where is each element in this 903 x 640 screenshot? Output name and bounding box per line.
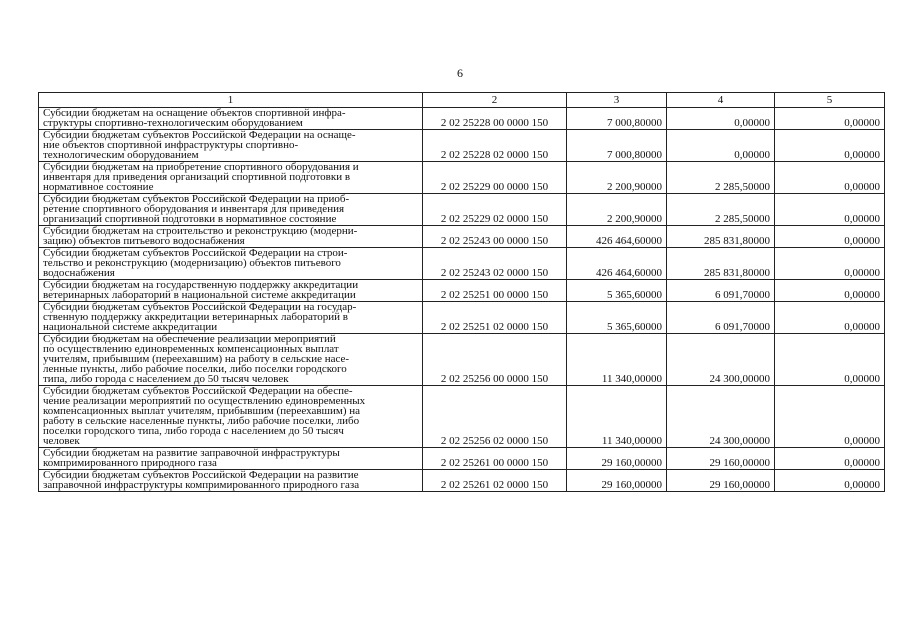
budget-table <box>38 92 885 492</box>
amount-col-5: 0,00000 <box>775 162 885 194</box>
budget-code: 2 02 25256 00 0000 150 <box>423 334 567 386</box>
amount-col-4: 29 160,00000 <box>667 448 775 470</box>
amount-col-4: 0,00000 <box>667 130 775 162</box>
amount-col-5: 0,00000 <box>775 130 885 162</box>
amount-col-3: 426 464,60000 <box>567 226 667 248</box>
amount-col-5: 0,00000 <box>775 470 885 492</box>
amount-col-5: 0,00000 <box>775 302 885 334</box>
row-description: Субсидии бюджетам субъектов Российской Федерации на строи- тельство и реконструкцию (модернизацию) объектов питьевого водоснабжения <box>39 248 423 280</box>
row-description: Субсидии бюджетам на обеспечение реализации мероприятий по осуществлению единовременных компенсационных выплат учителям, прибывшим (переехавшим) на работу в сельские насе- ленные пункты, либо рабочие поселки, либо поселки городского типа, либо города с населением до 50 тысяч человек <box>39 334 423 386</box>
amount-col-4: 6 091,70000 <box>667 280 775 302</box>
table-row <box>39 334 885 386</box>
column-header-3: 3 <box>567 93 667 108</box>
budget-code: 2 02 25251 00 0000 150 <box>423 280 567 302</box>
table-row <box>39 162 885 194</box>
table-row <box>39 248 885 280</box>
amount-col-3: 7 000,80000 <box>567 108 667 130</box>
amount-col-3: 5 365,60000 <box>567 280 667 302</box>
table-row <box>39 302 885 334</box>
amount-col-5: 0,00000 <box>775 334 885 386</box>
budget-code: 2 02 25256 02 0000 150 <box>423 386 567 448</box>
budget-code: 2 02 25229 00 0000 150 <box>423 162 567 194</box>
table-row <box>39 470 885 492</box>
amount-col-4: 0,00000 <box>667 108 775 130</box>
row-description: Субсидии бюджетам субъектов Российской Федерации на развитие заправочной инфраструктуры компримированного природного газа <box>39 470 423 492</box>
row-description: Субсидии бюджетам субъектов Российской Федерации на оснаще- ние объектов спортивной инфраструктуры спортивно- технологическим оборудованием <box>39 130 423 162</box>
amount-col-5: 0,00000 <box>775 226 885 248</box>
row-description: Субсидии бюджетам на развитие заправочной инфраструктуры компримированного природного газа <box>39 448 423 470</box>
budget-code: 2 02 25228 00 0000 150 <box>423 108 567 130</box>
budget-code: 2 02 25243 00 0000 150 <box>423 226 567 248</box>
table-body <box>39 108 885 492</box>
table-row <box>39 130 885 162</box>
column-header-1: 1 <box>39 93 423 108</box>
budget-code: 2 02 25261 00 0000 150 <box>423 448 567 470</box>
column-header-4: 4 <box>667 93 775 108</box>
row-description: Субсидии бюджетам на приобретение спортивного оборудования и инвентаря для приведения организаций спортивной подготовки в нормативное состояние <box>39 162 423 194</box>
amount-col-5: 0,00000 <box>775 386 885 448</box>
amount-col-4: 6 091,70000 <box>667 302 775 334</box>
table-row <box>39 226 885 248</box>
amount-col-4: 2 285,50000 <box>667 162 775 194</box>
row-description: Субсидии бюджетам субъектов Российской Федерации на приоб- ретение спортивного оборудования и инвентаря для приведения организаций спортивной подготовки в нормативное состояние <box>39 194 423 226</box>
amount-col-3: 29 160,00000 <box>567 448 667 470</box>
header-row <box>39 93 885 108</box>
amount-col-3: 426 464,60000 <box>567 248 667 280</box>
amount-col-3: 5 365,60000 <box>567 302 667 334</box>
table-row <box>39 108 885 130</box>
amount-col-3: 7 000,80000 <box>567 130 667 162</box>
budget-code: 2 02 25229 02 0000 150 <box>423 194 567 226</box>
amount-col-3: 29 160,00000 <box>567 470 667 492</box>
table-row <box>39 280 885 302</box>
amount-col-5: 0,00000 <box>775 280 885 302</box>
budget-code: 2 02 25243 02 0000 150 <box>423 248 567 280</box>
table-row <box>39 386 885 448</box>
row-description: Субсидии бюджетам субъектов Российской Федерации на обеспе- чение реализации мероприятий по осуществлению единовременных компенсационных выплат учителям, прибывшим (переехавшим) на работу в сельские населенные пункты, либо рабочие поселки, либо поселки городского типа, либо города с населением до 50 тысяч человек <box>39 386 423 448</box>
budget-code: 2 02 25261 02 0000 150 <box>423 470 567 492</box>
column-header-2: 2 <box>423 93 567 108</box>
amount-col-5: 0,00000 <box>775 448 885 470</box>
amount-col-3: 11 340,00000 <box>567 386 667 448</box>
row-description: Субсидии бюджетам на государственную поддержку аккредитации ветеринарных лабораторий в национальной системе аккредитации <box>39 280 423 302</box>
row-description: Субсидии бюджетам на строительство и реконструкцию (модерни- зацию) объектов питьевого водоснабжения <box>39 226 423 248</box>
column-header-5: 5 <box>775 93 885 108</box>
amount-col-4: 29 160,00000 <box>667 470 775 492</box>
amount-col-4: 2 285,50000 <box>667 194 775 226</box>
page-number: 6 <box>457 66 463 80</box>
row-description: Субсидии бюджетам субъектов Российской Федерации на государ- ственную поддержку аккредитации ветеринарных лабораторий в национальной системе аккредитации <box>39 302 423 334</box>
amount-col-3: 2 200,90000 <box>567 162 667 194</box>
table-row <box>39 448 885 470</box>
amount-col-5: 0,00000 <box>775 248 885 280</box>
amount-col-4: 285 831,80000 <box>667 248 775 280</box>
amount-col-5: 0,00000 <box>775 194 885 226</box>
amount-col-3: 2 200,90000 <box>567 194 667 226</box>
budget-code: 2 02 25228 02 0000 150 <box>423 130 567 162</box>
amount-col-4: 24 300,00000 <box>667 386 775 448</box>
budget-code: 2 02 25251 02 0000 150 <box>423 302 567 334</box>
amount-col-4: 24 300,00000 <box>667 334 775 386</box>
table-row <box>39 194 885 226</box>
amount-col-5: 0,00000 <box>775 108 885 130</box>
row-description: Субсидии бюджетам на оснащение объектов спортивной инфра- структуры спортивно-технологическим оборудованием <box>39 108 423 130</box>
amount-col-4: 285 831,80000 <box>667 226 775 248</box>
amount-col-3: 11 340,00000 <box>567 334 667 386</box>
